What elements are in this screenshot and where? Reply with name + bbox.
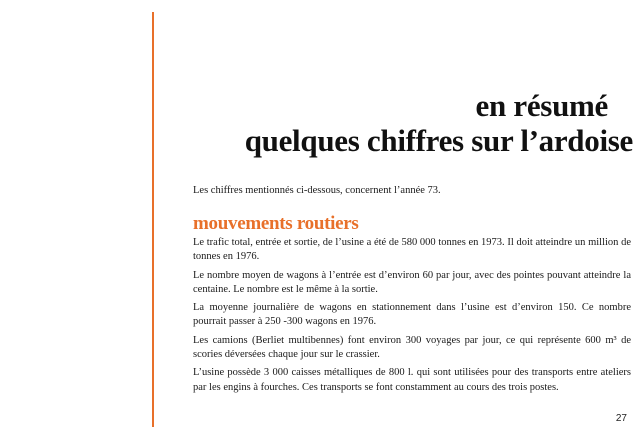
page-number: 27 <box>615 413 627 424</box>
paragraph: La moyenne journalière de wagons en stationnement dans l’usine est d’environ 150. Ce nombre pourrait passer à 250 -300 wagons en 1976. <box>193 302 631 328</box>
paragraph: Le nombre moyen de wagons à l’entrée est d’environ 60 par jour, avec des pointes pouvant atteindre la centaine. Le nombre est le même à la sortie. <box>193 269 631 295</box>
vertical-accent-rule <box>152 12 154 427</box>
page-title-line-2: quelques chiffres sur l’ardoise <box>244 123 633 158</box>
section-body <box>193 236 631 399</box>
intro-text: Les chiffres mentionnés ci-dessous, concernent l’année 73. <box>193 185 441 196</box>
paragraph: Les camions (Berliet multibennes) font environ 300 voyages par jour, ce qui représente 600 m³ de scories déversées chaque jour sur le crassier. <box>193 334 631 361</box>
section-heading: mouvements routiers <box>193 213 359 234</box>
paragraph: L’usine possède 3 000 caisses métalliques de 800 l. qui sont utilisées pour des transports entre ateliers par les engins à fourches. Ces transports se font constamment au cours des trois postes. <box>193 367 631 393</box>
paragraph: Le trafic total, entrée et sortie, de l’usine a été de 580 000 tonnes en 1973. Il doit atteindre un million de tonnes en 1976. <box>193 237 631 263</box>
page-title-line-1: en résumé <box>475 88 608 123</box>
